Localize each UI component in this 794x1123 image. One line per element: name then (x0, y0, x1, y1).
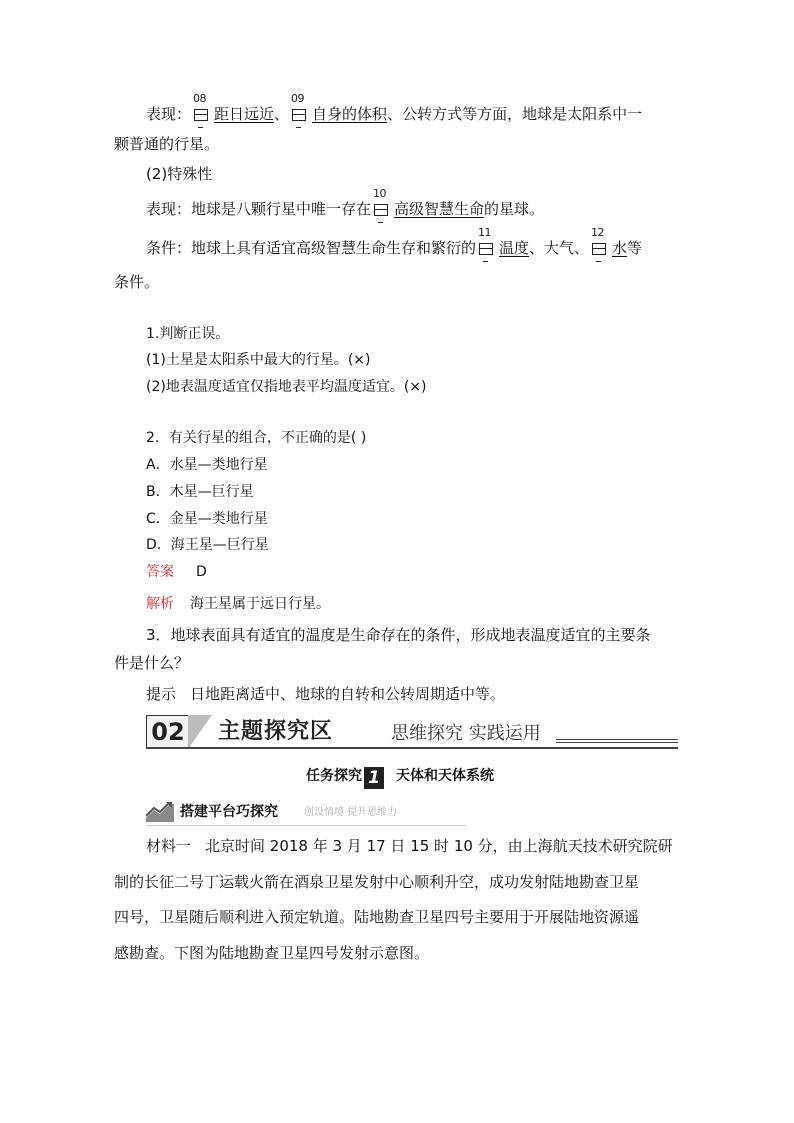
general-label: 表现： (146, 105, 192, 123)
q2-option-b: B．木星—巨行星 (146, 484, 254, 500)
task-heading (306, 764, 494, 789)
special-expression: 表现：地球是八颗行星中唯一存在 10 高级智慧生命的星球。 (146, 197, 544, 221)
q2-option-c: C．金星—类地行星 (146, 511, 268, 527)
q3-stem-line-2: 件是什么？ (114, 654, 190, 672)
material-line-1: 材料一 北京时间 2018 年 3 月 17 日 15 时 10 分，由上海航天技术研究院研 (146, 837, 673, 855)
section-subtitle: 思维探究 实践运用 (391, 723, 541, 744)
platform-title: 搭建平台巧探究 (180, 804, 278, 820)
platform-heading (146, 800, 466, 824)
section-rule-mid (556, 742, 678, 743)
q2-stem: 2．有关行星的组合，不正确的是( ) (146, 430, 367, 446)
section-triangle-decoration (188, 715, 212, 749)
analysis-text: 海王星属于远日行星。 (190, 596, 330, 612)
answer-water: 水 (612, 239, 628, 257)
hint-text: 日地距离适中、地球的自转和公转周期适中等。 (190, 685, 506, 703)
section-rule-bottom (146, 747, 678, 749)
special-condition-line-2: 条件。 (114, 273, 160, 291)
answer-value: D (196, 564, 207, 580)
q2-answer (146, 560, 207, 584)
answer-mark-11: 11 (478, 239, 496, 255)
q2-analysis (146, 592, 330, 616)
q3-stem-line-1: 3．地球表面具有适宜的温度是生命存在的条件，形成地表温度适宜的主要条 (146, 626, 651, 644)
material-line-3: 四号，卫星随后顺利进入预定轨道。陆地勘查卫星四号主要用于开展陆地资源遥 (114, 908, 640, 926)
task-label: 任务探究 (306, 768, 362, 784)
section-title: 主题探究区 (218, 719, 334, 744)
task-title: 天体和天体系统 (396, 768, 494, 784)
answer-label: 答案 (146, 564, 174, 580)
special-heading: (2)特殊性 (146, 165, 213, 183)
q3-hint (146, 682, 505, 706)
answer-mark-09: 09 (291, 105, 309, 121)
hint-label: 提示 (146, 685, 177, 703)
general-line-1: 表现： 08 距日远近、 09 自身的体积、公转方式等方面，地球是太阳系中一 (146, 102, 642, 126)
answer-temperature: 温度 (499, 239, 530, 257)
material-line-2: 制的长征二号丁运载火箭在酒泉卫星发射中心顺利升空，成功发射陆地勘查卫星 (114, 873, 640, 891)
answer-intelligent-life: 高级智慧生命 (394, 200, 485, 218)
q2-option-d: D．海王星—巨行星 (146, 537, 269, 553)
section-banner (146, 713, 678, 751)
answer-mark-12: 12 (591, 239, 609, 255)
q2-option-a: A．水星—类地行星 (146, 457, 268, 473)
q1-item-b: (2)地表温度适宜仅指地表平均温度适宜。(×) (146, 379, 427, 395)
analysis-label: 解析 (146, 596, 174, 612)
answer-mark-10: 10 (373, 200, 391, 216)
platform-rule (146, 825, 466, 826)
section-number: 02 (146, 715, 190, 749)
answer-mark-08: 08 (193, 105, 211, 121)
platform-subtitle: 创设情境 提升思维力 (304, 807, 398, 818)
answer-volume: 自身的体积 (312, 105, 388, 123)
general-line-2: 颗普通的行星。 (114, 135, 220, 153)
task-number-badge: 1 (364, 767, 384, 789)
q1-title: 1.判断正误。 (146, 326, 230, 342)
trend-chart-icon (146, 802, 174, 826)
material-line-4: 感勘查。下图为陆地勘查卫星四号发射示意图。 (114, 944, 430, 962)
section-rule-top (556, 739, 678, 740)
q1-item-a: (1)土星是太阳系中最大的行星。(×) (146, 352, 371, 368)
answer-distance: 距日远近 (214, 105, 275, 123)
special-condition: 条件：地球上具有适宜高级智慧生命生存和繁衍的 11 温度、大气、 12 水等 (146, 236, 642, 260)
material-label: 材料一 (146, 837, 192, 855)
